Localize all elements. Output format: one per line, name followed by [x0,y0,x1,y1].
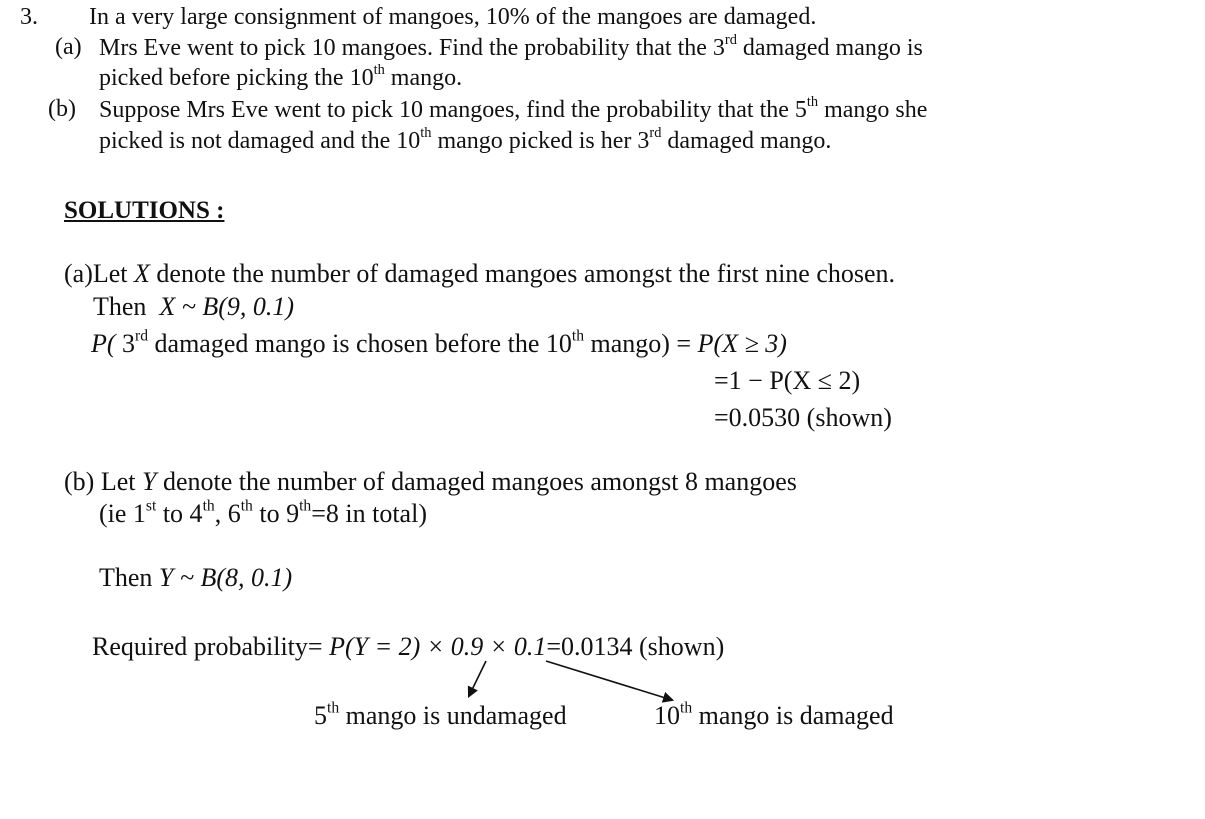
solution-a-step3: =0.0530 (shown) [714,403,892,432]
probability-result: P(X ≥ 3) [697,329,787,358]
superscript: th [420,125,432,142]
text-run: picked is not damaged and the 10 [99,128,421,154]
superscript: th [806,94,819,111]
text-run: Required probability= [92,632,330,661]
part-a-label: (a) [55,34,82,60]
arrow-to-damaged-note [546,661,672,700]
superscript: th [571,327,584,345]
superscript: th [299,497,312,515]
text-run: P( [91,329,123,358]
text-run: mango is undamaged [339,701,567,730]
text-run: mango picked is her 3 [431,128,650,154]
text-run: mango she [818,97,928,123]
text-run: (ie 1 [99,499,146,528]
variable-y: Y [141,467,157,496]
text-run: to 4 [156,499,203,528]
question-stem: In a very large consignment of mangoes, 10% of the mangoes are damaged. [89,4,817,30]
text-run: 5 [314,701,327,730]
text-run: 3 [122,329,136,358]
text-run: (b) Let [64,467,142,496]
distribution-y: Y ~ B(8, 0.1) [158,563,293,592]
text-run: damaged mango is chosen before the 10 [148,329,572,358]
solution-a-step2: =1 − P(X ≤ 2) [714,366,861,395]
text-run: Suppose Mrs Eve went to pick 10 mangoes, find the probability that the 5 [99,97,807,123]
text-run: =8 in total) [311,499,427,528]
text-run: damaged mango. [661,128,832,154]
text-run: damaged mango is [736,35,923,61]
text-run: Mrs Eve went to pick 10 mangoes. Find the probability that the 3 [99,35,725,61]
text-run: mango) = [584,329,698,358]
distribution-x: X ~ B(9, 0.1) [159,292,295,321]
superscript: th [327,699,340,717]
superscript: st [145,497,157,515]
superscript: th [240,497,253,515]
text-run: to 9 [252,499,300,528]
note-fifth-undamaged [314,699,567,730]
variable-x: X [134,259,150,288]
superscript: rd [135,327,149,345]
superscript: th [373,62,385,79]
text-run: Then [93,292,153,321]
note-tenth-damaged [654,699,894,730]
text-run: 10 [654,701,680,730]
text-run: , 6 [214,499,241,528]
superscript: th [680,699,693,717]
superscript: rd [724,32,737,49]
question-number-text: 3. [20,4,38,30]
text-run: mango is damaged [692,701,894,730]
text-run: denote the number of damaged mangoes amongst 8 mangoes [156,467,797,496]
superscript: rd [649,125,662,142]
text-run: Then [99,563,159,592]
required-result: =0.0134 (shown) [546,632,725,661]
part-b-label: (b) [48,96,76,122]
solutions-heading: SOLUTIONS : [64,197,225,224]
arrow-to-undamaged-note [469,661,486,696]
required-expression: P(Y = 2) × 0.9 × 0.1 [329,632,547,661]
text-run: mango. [384,65,463,91]
text-run: (a)Let [64,259,135,288]
text-run: denote the number of damaged mangoes amongst the first nine chosen. [149,259,896,288]
text-run: picked before picking the 10 [99,65,374,91]
superscript: th [202,497,215,515]
